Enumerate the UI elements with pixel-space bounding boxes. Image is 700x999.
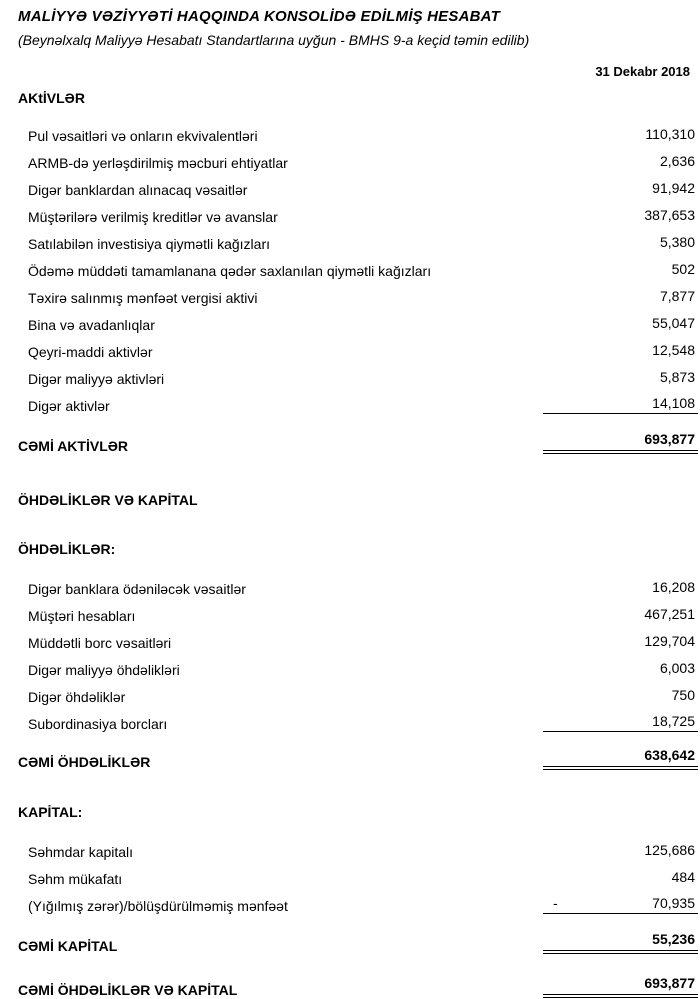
row-value: [543, 713, 698, 732]
statement-row: [18, 117, 698, 144]
statement-row: [18, 624, 698, 651]
statement-row: [18, 678, 698, 705]
statement-row: [18, 279, 698, 306]
row-amount: 467,251: [644, 606, 695, 622]
total-label: CƏMİ ÖHDƏLİKLƏR: [18, 754, 151, 770]
row-amount: 750: [671, 687, 695, 703]
statement-row: [18, 570, 698, 597]
statement-row: [18, 705, 698, 732]
row-label: Müştəri hesabları: [28, 608, 136, 624]
row-amount: 387,653: [644, 207, 695, 223]
row-label: Təxirə salınmış mənfəət vergisi aktivi: [28, 290, 258, 306]
row-amount: 484: [671, 869, 695, 885]
minus-sign: -: [553, 895, 558, 911]
statement-row: [18, 225, 698, 252]
row-label: Səhmdar kapitalı: [28, 844, 134, 860]
row-amount: 502: [671, 261, 695, 277]
total-row: [18, 976, 698, 998]
row-label: Səhm mükafatı: [28, 871, 123, 887]
row-value: [543, 207, 698, 225]
row-value: [543, 288, 698, 306]
row-amount: 110,310: [645, 126, 695, 142]
statement-row: [18, 860, 698, 887]
row-amount: 2,636: [659, 153, 695, 169]
row-value: [543, 579, 698, 597]
row-label: Pul vəsaitləri və onların ekvivalentləri: [28, 128, 258, 144]
row-label: ARMB-də yerləşdirilmiş məcburi ehtiyatlar: [28, 155, 288, 171]
statement-row: [18, 597, 698, 624]
row-value: [543, 842, 698, 860]
statement-row: [18, 360, 698, 387]
total-value: 55,236: [543, 931, 698, 954]
row-value: [543, 687, 698, 705]
date-header-row: [18, 64, 698, 80]
page-title: MALİYYƏ VƏZİYYƏTİ HAQQINDA KONSOLİDƏ EDİLMİŞ HESABAT: [18, 8, 500, 25]
row-label: Bina və avadanlıqlar: [28, 317, 155, 333]
row-amount: 125,686: [644, 842, 695, 858]
total-label: CƏMİ AKTİVLƏR: [18, 438, 129, 454]
row-value: [543, 126, 698, 144]
row-amount: 7,877: [659, 288, 695, 304]
section-heading: ÖHDƏLİKLƏR VƏ KAPİTAL: [18, 492, 198, 508]
statement-row: [18, 144, 698, 171]
row-value: [543, 369, 698, 387]
row-amount: 129,704: [644, 633, 695, 649]
total-value: 638,642: [543, 747, 698, 770]
row-value: [543, 395, 698, 414]
row-value: [543, 895, 698, 914]
row-value: [543, 606, 698, 624]
row-label: Digər öhdəliklər: [28, 689, 126, 705]
total-row: [18, 432, 698, 454]
total-label: CƏMİ KAPİTAL: [18, 938, 118, 954]
statement-row: [18, 833, 698, 860]
row-amount: 18,725: [652, 713, 695, 729]
row-label: Ödəmə müddəti tamamlanana qədər saxlanılan qiymətli kağızları: [28, 263, 432, 279]
row-label: Müddətli borc vəsaitləri: [28, 635, 172, 651]
row-label: Digər maliyyə aktivləri: [28, 371, 165, 387]
statement-row: [18, 387, 698, 414]
statement-row: [18, 887, 698, 914]
statement-row: [18, 252, 698, 279]
row-value: [543, 180, 698, 198]
row-label: Satılabilən investisiya qiymətli kağızları: [28, 236, 270, 252]
statement-row: [18, 651, 698, 678]
row-amount: 55,047: [652, 315, 695, 331]
total-value: 693,877: [543, 975, 698, 998]
row-label: Digər banklardan alınacaq vəsaitlər: [28, 182, 248, 198]
row-amount: 16,208: [652, 579, 695, 595]
row-amount: 5,873: [659, 369, 695, 385]
row-value: [543, 869, 698, 887]
row-label: Qeyri-maddi aktivlər: [28, 344, 153, 360]
row-amount: 91,942: [652, 180, 695, 196]
section-heading: ÖHDƏLİKLƏR:: [18, 541, 116, 557]
page-subtitle: (Beynəlxalq Maliyyə Hesabatı Standartlarına uyğun - BMHS 9-a keçid təmin edilib): [18, 32, 530, 48]
row-label: Subordinasiya borcları: [28, 716, 168, 732]
row-amount: 12,548: [652, 342, 695, 358]
row-label: Digər banklara ödəniləcək vəsaitlər: [28, 581, 246, 597]
row-amount: 6,003: [659, 660, 695, 676]
row-label: Digər aktivlər: [28, 398, 110, 414]
row-value: [543, 660, 698, 678]
row-value: [543, 633, 698, 651]
statement-body: [18, 90, 698, 998]
total-value: 693,877: [543, 431, 698, 454]
row-amount: 5,380: [659, 234, 695, 250]
statement-row: [18, 306, 698, 333]
column-header-date: 31 Dekabr 2018: [595, 64, 690, 79]
row-amount: 14,108: [652, 395, 695, 411]
row-value: [543, 315, 698, 333]
row-value: [543, 234, 698, 252]
section-heading: AKtİVLƏR: [18, 90, 85, 106]
total-row: [18, 932, 698, 954]
row-label: Müştərilərə verilmiş kreditlər və avanslar: [28, 209, 278, 225]
row-label: Digər maliyyə öhdəlikləri: [28, 662, 180, 678]
total-row: [18, 748, 698, 770]
row-value: [543, 342, 698, 360]
statement-row: [18, 198, 698, 225]
statement-row: [18, 171, 698, 198]
row-label: (Yığılmış zərər)/bölüşdürülməmiş mənfəət: [28, 898, 288, 914]
section-heading: KAPİTAL:: [18, 804, 83, 820]
row-amount: 70,935: [652, 895, 695, 911]
row-value: [543, 261, 698, 279]
row-value: [543, 153, 698, 171]
total-label: CƏMİ ÖHDƏLİKLƏR VƏ KAPİTAL: [18, 982, 238, 998]
statement-row: [18, 333, 698, 360]
